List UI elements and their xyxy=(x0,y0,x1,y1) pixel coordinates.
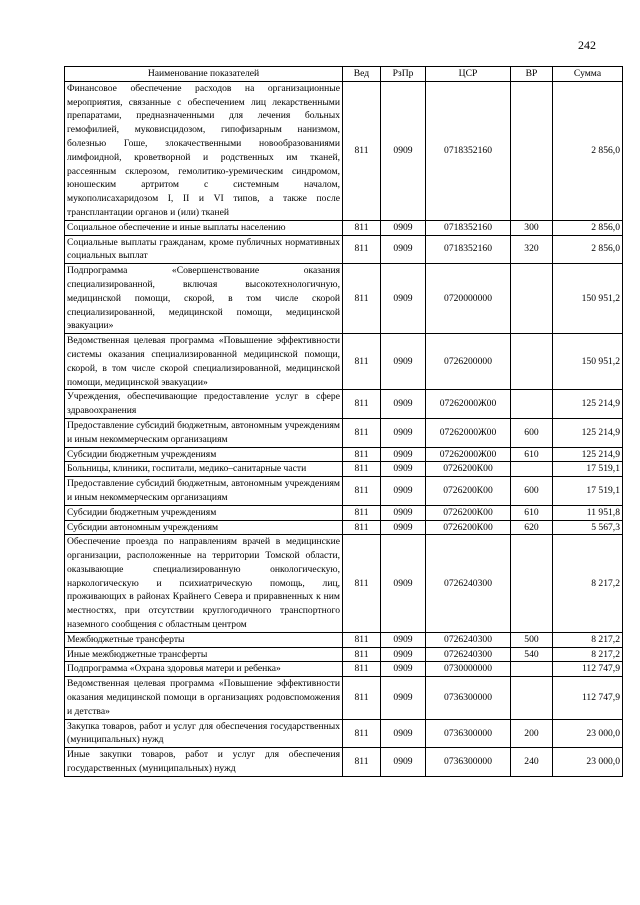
row-sum: 17 519,1 xyxy=(553,477,623,506)
table-row xyxy=(65,81,623,220)
row-rzpr: 0909 xyxy=(381,264,426,334)
row-vr xyxy=(511,535,553,633)
row-name: Подпрограмма «Совершенствование оказания специализированной, включая высокотехнологичную, медицинской помощи, скорой, в том числе скорой специализированной, медицинской помощи, медицинской эвакуации» xyxy=(65,264,343,334)
row-name: Социальное обеспечение и иные выплаты населению xyxy=(65,220,343,235)
row-name: Закупка товаров, работ и услуг для обеспечения государственных (муниципальных) нужд xyxy=(65,719,343,748)
row-sum: 23 000,0 xyxy=(553,748,623,777)
header-name: Наименование показателей xyxy=(65,67,343,82)
row-rzpr: 0909 xyxy=(381,235,426,264)
row-rzpr: 0909 xyxy=(381,447,426,462)
row-csr: 0718352160 xyxy=(426,220,511,235)
row-rzpr: 0909 xyxy=(381,418,426,447)
table-row xyxy=(65,719,623,748)
row-ved: 811 xyxy=(343,462,381,477)
row-csr: 0736300000 xyxy=(426,719,511,748)
row-csr: 0726200К00 xyxy=(426,477,511,506)
row-rzpr: 0909 xyxy=(381,535,426,633)
table-row xyxy=(65,632,623,647)
row-sum: 2 856,0 xyxy=(553,81,623,220)
row-rzpr: 0909 xyxy=(381,81,426,220)
table-row xyxy=(65,748,623,777)
table-body xyxy=(65,81,623,776)
table-row xyxy=(65,677,623,719)
row-name: Иные межбюджетные трансферты xyxy=(65,647,343,662)
table-row xyxy=(65,505,623,520)
row-sum: 112 747,9 xyxy=(553,662,623,677)
table-row xyxy=(65,334,623,390)
row-ved: 811 xyxy=(343,264,381,334)
row-name: Финансовое обеспечение расходов на организационные мероприятия, связанные с обеспечением лиц лекарственными препаратами, предназначенными для лечения больных гемофилией, муковисцидозом, гипофизарным нанизмом, болезнью Гоше, злокачественными новообразованиями лимфоидной, кроветворной и родственных им тканей, рассеянным склерозом, гемолитико-уремическим синдромом, юношеским артритом с системным началом, мукополисахаридозом I, II и VI типов, а также после трансплантации органов и (или) тканей xyxy=(65,81,343,220)
row-rzpr: 0909 xyxy=(381,662,426,677)
row-csr: 07262000Ж00 xyxy=(426,390,511,419)
row-vr: 320 xyxy=(511,235,553,264)
row-name: Подпрограмма «Охрана здоровья матери и ребенка» xyxy=(65,662,343,677)
row-ved: 811 xyxy=(343,477,381,506)
row-sum: 5 567,3 xyxy=(553,520,623,535)
header-sum: Сумма xyxy=(553,67,623,82)
row-ved: 811 xyxy=(343,334,381,390)
row-rzpr: 0909 xyxy=(381,677,426,719)
row-name: Ведомственная целевая программа «Повышение эффективности оказания медицинской помощи в организациях родовспоможения и детства» xyxy=(65,677,343,719)
row-ved: 811 xyxy=(343,390,381,419)
row-name: Больницы, клиники, госпитали, медико–санитарные части xyxy=(65,462,343,477)
row-ved: 811 xyxy=(343,647,381,662)
row-ved: 811 xyxy=(343,505,381,520)
row-rzpr: 0909 xyxy=(381,632,426,647)
row-ved: 811 xyxy=(343,748,381,777)
row-sum: 112 747,9 xyxy=(553,677,623,719)
row-vr xyxy=(511,81,553,220)
table-row xyxy=(65,520,623,535)
row-ved: 811 xyxy=(343,235,381,264)
row-rzpr: 0909 xyxy=(381,719,426,748)
row-csr: 0726200000 xyxy=(426,334,511,390)
row-rzpr: 0909 xyxy=(381,462,426,477)
row-csr: 0726200К00 xyxy=(426,462,511,477)
row-name: Субсидии автономным учреждениям xyxy=(65,520,343,535)
row-name: Ведомственная целевая программа «Повышение эффективности системы оказания специализированной медицинской помощи, скорой, в том числе скорой специализированной, медицинской помощи, медицинской эвакуации» xyxy=(65,334,343,390)
row-vr: 300 xyxy=(511,220,553,235)
row-rzpr: 0909 xyxy=(381,748,426,777)
row-ved: 811 xyxy=(343,220,381,235)
header-ved: Вед xyxy=(343,67,381,82)
row-ved: 811 xyxy=(343,520,381,535)
row-csr: 0720000000 xyxy=(426,264,511,334)
row-vr: 600 xyxy=(511,477,553,506)
row-vr xyxy=(511,677,553,719)
page-number: 242 xyxy=(578,38,596,52)
row-name: Обеспечение проезда по направлениям врачей в медицинские организации, расположенные на территории Томской области, оказывающие специализированную онкологическую, наркологическую и психиатрическую помощь, лиц, проживающих в районах Крайнего Севера и приравненных к ним местностях, при отсутствии круглогодичного транспортного наземного сообщения с областным центром xyxy=(65,535,343,633)
row-name: Предоставление субсидий бюджетным, автономным учреждениям и иным некоммерческим организациям xyxy=(65,477,343,506)
row-rzpr: 0909 xyxy=(381,505,426,520)
row-vr xyxy=(511,334,553,390)
row-ved: 811 xyxy=(343,677,381,719)
row-sum: 8 217,2 xyxy=(553,632,623,647)
table-row xyxy=(65,235,623,264)
row-sum: 150 951,2 xyxy=(553,334,623,390)
table-row xyxy=(65,390,623,419)
table-header-row xyxy=(65,67,623,82)
row-rzpr: 0909 xyxy=(381,390,426,419)
row-ved: 811 xyxy=(343,447,381,462)
row-csr: 07262000Ж00 xyxy=(426,447,511,462)
row-ved: 811 xyxy=(343,535,381,633)
row-name: Субсидии бюджетным учреждениям xyxy=(65,505,343,520)
row-rzpr: 0909 xyxy=(381,334,426,390)
row-rzpr: 0909 xyxy=(381,647,426,662)
row-csr: 0726200К00 xyxy=(426,505,511,520)
row-csr: 0718352160 xyxy=(426,235,511,264)
table-row xyxy=(65,462,623,477)
table-row xyxy=(65,447,623,462)
row-sum: 125 214,9 xyxy=(553,390,623,419)
row-vr: 200 xyxy=(511,719,553,748)
row-name: Учреждения, обеспечивающие предоставление услуг в сфере здравоохранения xyxy=(65,390,343,419)
row-ved: 811 xyxy=(343,81,381,220)
row-sum: 2 856,0 xyxy=(553,235,623,264)
row-csr: 0726200К00 xyxy=(426,520,511,535)
table-row xyxy=(65,477,623,506)
row-csr: 0726240300 xyxy=(426,647,511,662)
row-sum: 17 519,1 xyxy=(553,462,623,477)
row-csr: 07262000Ж00 xyxy=(426,418,511,447)
table-row xyxy=(65,264,623,334)
row-vr: 620 xyxy=(511,520,553,535)
row-ved: 811 xyxy=(343,719,381,748)
row-csr: 0726240300 xyxy=(426,632,511,647)
row-rzpr: 0909 xyxy=(381,477,426,506)
row-vr: 610 xyxy=(511,447,553,462)
table-row xyxy=(65,418,623,447)
header-vr: ВР xyxy=(511,67,553,82)
row-name: Предоставление субсидий бюджетным, автономным учреждениям и иным некоммерческим организациям xyxy=(65,418,343,447)
row-sum: 11 951,8 xyxy=(553,505,623,520)
row-name: Межбюджетные трансферты xyxy=(65,632,343,647)
row-ved: 811 xyxy=(343,418,381,447)
row-name: Иные закупки товаров, работ и услуг для обеспечения государственных (муниципальных) нужд xyxy=(65,748,343,777)
row-vr xyxy=(511,662,553,677)
row-vr: 600 xyxy=(511,418,553,447)
row-csr: 0718352160 xyxy=(426,81,511,220)
row-sum: 125 214,9 xyxy=(553,418,623,447)
header-rzpr: РзПр xyxy=(381,67,426,82)
row-sum: 150 951,2 xyxy=(553,264,623,334)
row-vr: 540 xyxy=(511,647,553,662)
row-sum: 8 217,2 xyxy=(553,535,623,633)
row-csr: 0736300000 xyxy=(426,748,511,777)
header-csr: ЦСР xyxy=(426,67,511,82)
row-rzpr: 0909 xyxy=(381,220,426,235)
table-row xyxy=(65,647,623,662)
row-vr xyxy=(511,264,553,334)
row-sum: 8 217,2 xyxy=(553,647,623,662)
row-csr: 0726240300 xyxy=(426,535,511,633)
row-csr: 0730000000 xyxy=(426,662,511,677)
table-row xyxy=(65,662,623,677)
row-vr: 240 xyxy=(511,748,553,777)
row-vr: 500 xyxy=(511,632,553,647)
row-vr xyxy=(511,390,553,419)
row-sum: 125 214,9 xyxy=(553,447,623,462)
row-csr: 0736300000 xyxy=(426,677,511,719)
row-vr xyxy=(511,462,553,477)
row-rzpr: 0909 xyxy=(381,520,426,535)
row-ved: 811 xyxy=(343,662,381,677)
row-sum: 23 000,0 xyxy=(553,719,623,748)
row-name: Социальные выплаты гражданам, кроме публичных нормативных социальных выплат xyxy=(65,235,343,264)
row-sum: 2 856,0 xyxy=(553,220,623,235)
row-name: Субсидии бюджетным учреждениям xyxy=(65,447,343,462)
row-vr: 610 xyxy=(511,505,553,520)
row-ved: 811 xyxy=(343,632,381,647)
budget-table xyxy=(64,66,623,777)
table-row xyxy=(65,220,623,235)
table-row xyxy=(65,535,623,633)
